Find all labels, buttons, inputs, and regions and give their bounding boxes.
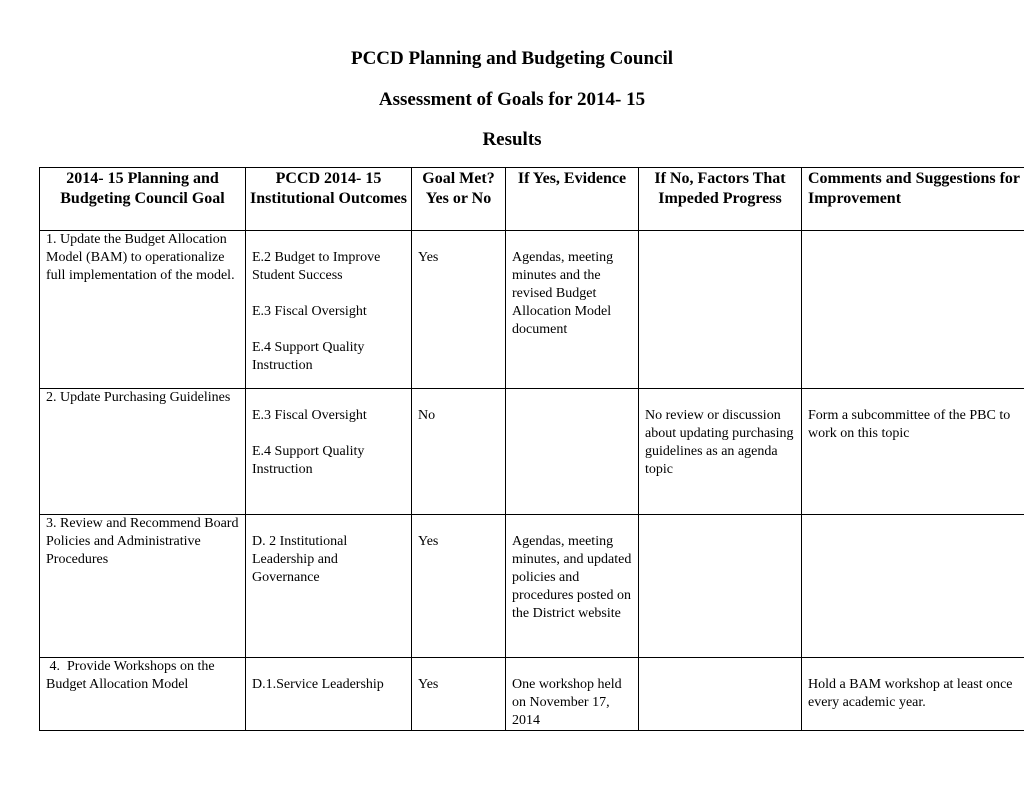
- header-goal-met: Goal Met? Yes or No: [412, 168, 506, 231]
- factors-text: No review or discussion about updating purchasing guidelines as an agenda topic: [645, 408, 794, 477]
- table-header-row: [40, 168, 1024, 231]
- document-section-title: Results: [482, 129, 542, 150]
- table-row: [40, 231, 1024, 389]
- goal-text: 3. Review and Recommend Board Policies and Administrative Procedures: [46, 516, 239, 567]
- table-row: [40, 389, 1024, 515]
- factors-text: [645, 515, 797, 533]
- outcome-item: E.2 Budget to Improve Student Success: [252, 250, 381, 283]
- comments-cell: [802, 658, 1024, 731]
- factors-text: [645, 231, 797, 249]
- outcome-item: D. 2 Institutional Leadership and Governance: [252, 534, 348, 585]
- goal-text: 2. Update Purchasing Guidelines: [46, 390, 231, 405]
- comments-text: [808, 231, 1024, 249]
- outcome-item: E.4 Support Quality Instruction: [252, 340, 365, 373]
- outcome-item: E.3 Fiscal Oversight: [252, 408, 367, 423]
- header-comments: Comments and Suggestions for Improvement: [802, 168, 1024, 231]
- evidence-text: Agendas, meeting minutes and the revised Budget Allocation Model document: [512, 250, 614, 337]
- goals-assessment-table: [39, 167, 1024, 731]
- comments-text: Hold a BAM workshop at least once every academic year.: [808, 677, 1013, 710]
- comments-cell: [802, 515, 1024, 658]
- header-council-goal: 2014- 15 Planning and Budgeting Council Goal: [40, 168, 246, 231]
- goal-text: 4. Provide Workshops on the Budget Allocation Model: [46, 659, 219, 692]
- outcome-item: E.4 Support Quality Instruction: [252, 444, 365, 477]
- goal-cell: [40, 658, 246, 731]
- goal-met-value: Yes: [418, 677, 439, 692]
- outcomes-cell: [246, 515, 412, 658]
- outcomes-cell: [246, 231, 412, 389]
- evidence-cell: [506, 515, 639, 658]
- factors-cell: [639, 231, 802, 389]
- goal-met-value: Yes: [418, 534, 439, 549]
- goal-met-cell: [412, 515, 506, 658]
- outcome-item: E.3 Fiscal Oversight: [252, 304, 367, 319]
- table-row: [40, 658, 1024, 731]
- evidence-cell: [506, 658, 639, 731]
- factors-cell: [639, 658, 802, 731]
- goal-cell: [40, 389, 246, 515]
- header-impeding-factors: If No, Factors That Impeded Progress: [639, 168, 802, 231]
- goal-cell: [40, 515, 246, 658]
- table-row: [40, 515, 1024, 658]
- goal-met-value: Yes: [418, 250, 439, 265]
- goal-met-cell: [412, 231, 506, 389]
- outcomes-cell: [246, 389, 412, 515]
- factors-cell: [639, 389, 802, 515]
- outcome-item: D.1.Service Leadership: [252, 677, 384, 692]
- goal-text: 1. Update the Budget Allocation Model (BAM) to operationalize full implementation of the model.: [46, 232, 235, 283]
- document-title: PCCD Planning and Budgeting Council: [350, 48, 674, 69]
- comments-cell: [802, 231, 1024, 389]
- evidence-text: One workshop held on November 17, 2014: [512, 677, 622, 728]
- goal-met-value: No: [418, 408, 436, 423]
- comments-cell: [802, 389, 1024, 515]
- header-evidence: If Yes, Evidence: [506, 168, 639, 231]
- evidence-cell: [506, 389, 639, 515]
- comments-text: [808, 515, 1024, 533]
- factors-cell: [639, 515, 802, 658]
- evidence-cell: [506, 231, 639, 389]
- evidence-text: [512, 389, 634, 407]
- outcomes-cell: [246, 658, 412, 731]
- goal-met-cell: [412, 658, 506, 731]
- header-institutional-outcomes: PCCD 2014- 15 Institutional Outcomes: [246, 168, 412, 231]
- evidence-text: Agendas, meeting minutes, and updated policies and procedures posted on the District website: [512, 534, 632, 621]
- factors-text: [645, 658, 797, 676]
- goal-met-cell: [412, 389, 506, 515]
- goal-cell: [40, 231, 246, 389]
- comments-text: Form a subcommittee of the PBC to work on this topic: [808, 408, 1011, 441]
- document-subtitle: Assessment of Goals for 2014- 15: [378, 89, 646, 110]
